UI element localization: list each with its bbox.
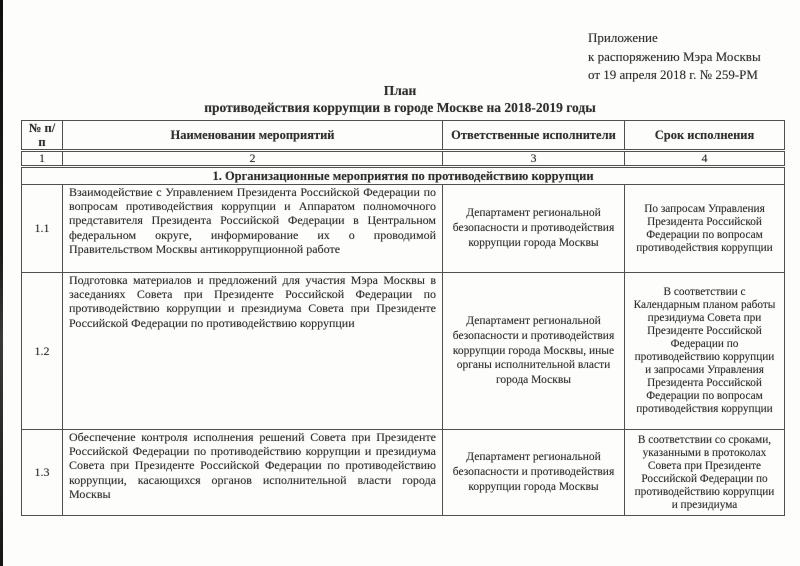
column-number-cell: 2 (63, 151, 443, 167)
document-title-line1: План (383, 83, 417, 98)
column-numbers-row (22, 151, 785, 167)
deadline-cell: По запросам Управления Президента Российской Федерации по вопросам противодействия коррупции (625, 185, 785, 273)
header-cell-responsible: Ответственные исполнители (443, 121, 625, 151)
measure-name-cell: Взаимодействие с Управлением Президента Российской Федерации по вопросам противодействия коррупции и Аппаратом полномочного представителя Президента Российской Федерации в Центральном федеральном округе, информирование их о проводимой Правительством Москвы антикоррупционной работе (63, 185, 443, 273)
measure-name-cell: Обеспечение контроля исполнения решений Совета при Президенте Российской Федерации по противодействию коррупции и президиума Совета при Президенте Российской Федерации по противодействию коррупции, касающихся органов исполнительной власти города Москвы (63, 430, 443, 516)
header-cell-measure-name: Наименовании мероприятий (63, 121, 443, 151)
row-number-cell: 1.1 (22, 185, 63, 273)
header-cell-number: № п/п (22, 121, 63, 151)
table-row (22, 185, 785, 273)
section-header-row (22, 167, 785, 185)
annex-line: к распоряжению Мэра Москвы (588, 48, 761, 64)
document-title-line2: противодействия коррупции в городе Москве на 2018-2019 годы (204, 100, 596, 115)
measure-name-cell: Подготовка материалов и предложений для участия Мэра Москвы в заседаниях Совета при Президенте Российской Федерации по противодействию коррупции и президиума Совета при Президенте Российской Федерации по противодействию коррупции (63, 273, 443, 430)
deadline-cell: В соответствии с Календарным планом работы президиума Совета при Президенте Российской Федерации по противодействию коррупции и запросами Управления Президента Российской Федерации по вопросам противодействия коррупции (625, 273, 785, 430)
row-number-cell: 1.3 (22, 430, 63, 516)
document-title (0, 82, 800, 116)
responsible-cell: Департамент региональной безопасности и противодействия коррупции города Москвы, иные органы исполнительной власти города Москвы (443, 273, 625, 430)
column-number-cell: 1 (22, 151, 63, 167)
column-number-cell: 3 (443, 151, 625, 167)
corruption-plan-table (21, 120, 785, 516)
annex-line: от 19 апреля 2018 г. № 259-РМ (588, 67, 758, 82)
table-header-row (22, 121, 785, 151)
row-number-cell: 1.2 (22, 273, 63, 430)
header-cell-deadline: Срок исполнения (625, 121, 785, 151)
responsible-cell: Департамент региональной безопасности и противодействия коррупции города Москвы (443, 430, 625, 516)
annex-reference-block (588, 29, 761, 85)
table-row (22, 430, 785, 516)
deadline-cell: В соответствии со сроками, указанными в протоколах Совета при Президенте Российской Федерации по противодействию коррупции и президиума (625, 430, 785, 516)
column-number-cell: 4 (625, 151, 785, 167)
section-title: 1. Организационные мероприятия по противодействию коррупции (22, 167, 785, 185)
annex-line: Приложение (588, 30, 658, 45)
table-row (22, 273, 785, 430)
responsible-cell: Департамент региональной безопасности и противодействия коррупции города Москвы (443, 185, 625, 273)
